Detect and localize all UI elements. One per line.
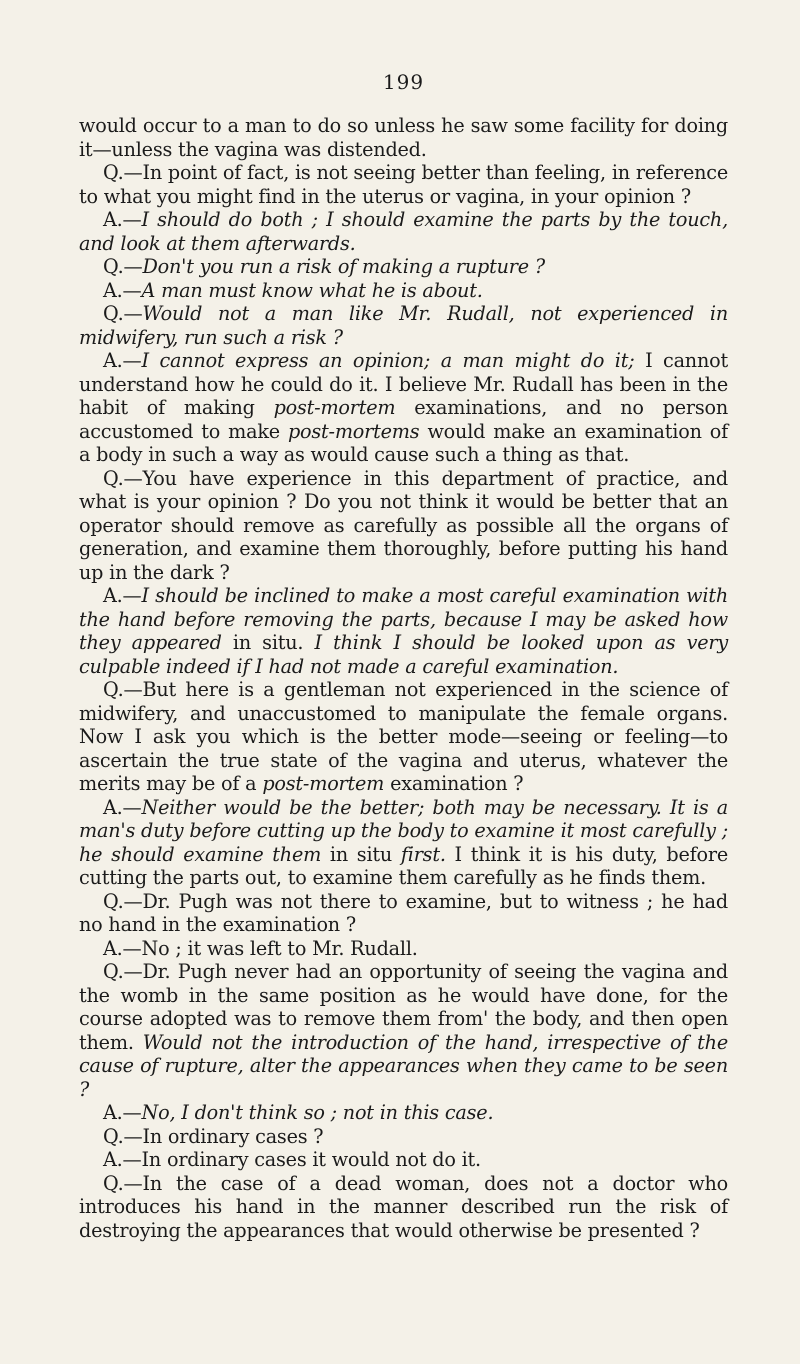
- paragraph: [79, 114, 728, 161]
- text-run: Q.—: [103, 255, 143, 278]
- italic-text-run: post-mortems: [287, 419, 420, 443]
- paragraph: [79, 1101, 728, 1125]
- paragraph: [79, 302, 728, 349]
- paragraph: [79, 279, 728, 303]
- text-run: Q.—Dr. Pugh was not there to examine, but to witness ; he had no hand in the examination ?: [79, 889, 728, 936]
- italic-text-run: No, I don't think so ; not in this case.: [141, 1101, 494, 1124]
- text-run: Q.—In the case of a dead woman, does not a doctor who introduces his hand in the manner described run the risk of destroying the appearances that would otherwise be presented ?: [79, 1171, 728, 1242]
- paragraph: [79, 960, 728, 1101]
- italic-text-run: post-mortem: [262, 772, 385, 795]
- italic-text-run: Would not a man like Mr. Rudall, not experienced in midwifery, run such a risk ?: [79, 302, 728, 349]
- italic-text-run: I should be inclined to make a most careful examination with the hand before removing the parts, because I may be asked how they appeared: [79, 584, 728, 654]
- text-run: in situ: [321, 842, 401, 866]
- text-run: A.—: [103, 584, 142, 607]
- text-run: Q.—In ordinary cases ?: [103, 1124, 324, 1148]
- paragraph: [79, 349, 728, 467]
- paragraph: [79, 161, 728, 208]
- text-run: Q.—But here is a gentleman not experienced in the science of midwifery, and unaccustomed to manipulate the female organs. Now I ask you which is the better mode—seeing or feeling—to ascertain the true state of the vagina and uterus, whatever the merits may be of a: [79, 678, 728, 795]
- italic-text-run: post-mortem: [273, 396, 396, 419]
- text-run: would occur to a man to do so unless he saw some facility for doing it—unless the vagina was distended.: [79, 114, 728, 161]
- text-run: Q.—In point of fact, is not seeing better than feeling, in reference to what you might find in the uterus or vagina, in your opinion ?: [79, 161, 728, 208]
- text-run: A.—: [103, 278, 142, 302]
- text-run: Q.—You have experience in this department of practice, and what is your opinion ? Do you not think it would be better that an operator should remove as carefully as possible all the organs of generation, and examine them thoroughly, before putting his hand up in the dark ?: [79, 466, 728, 584]
- text-run: A.—: [103, 349, 142, 372]
- text-run: I cannot understand how he could do it. I believe Mr. Rudall has been in the habit of making: [79, 349, 728, 419]
- text-run: A.—: [103, 795, 142, 819]
- testimony-text: [79, 114, 728, 1242]
- paragraph: [79, 937, 728, 961]
- text-run: in situ.: [221, 631, 315, 654]
- paragraph: [79, 584, 728, 678]
- paragraph: [79, 1148, 728, 1172]
- italic-text-run: first.: [400, 842, 446, 866]
- text-run: A.—: [103, 1101, 142, 1124]
- italic-text-run: I cannot express an opinion; a man might do it;: [141, 349, 635, 372]
- paragraph: [79, 796, 728, 890]
- text-run: Q.—Dr. Pugh never had an opportunity of seeing the vagina and the womb in the same position as he would have done, for the course adopted was to remove them from' the body, and then open them.: [79, 960, 728, 1054]
- italic-text-run: I should do both ; I should examine the parts by the touch, and look at them afterwards.: [79, 208, 728, 255]
- paragraph: [79, 208, 728, 255]
- paragraph: [79, 1172, 728, 1243]
- text-run: A.—: [103, 208, 142, 231]
- italic-text-run: Would not the introduction of the hand, irrespective of the cause of rupture, alter the appearances when they came to be seen ?: [79, 1030, 728, 1101]
- paragraph: [79, 255, 728, 279]
- text-run: A.—In ordinary cases it would not do it.: [103, 1148, 481, 1171]
- text-run: examinations, and no person accustomed to make: [79, 396, 728, 443]
- italic-text-run: Don't you run a risk of making a rupture ?: [142, 255, 545, 278]
- italic-text-run: Neither would be the better; both may be necessary. It is a man's duty before cutting up the body to examine it most carefully ; he should examine them: [79, 795, 728, 866]
- page-number: 199: [382, 70, 425, 94]
- text-run: Q.—: [103, 302, 143, 325]
- paragraph: [79, 678, 728, 796]
- paragraph: [79, 1125, 728, 1149]
- italic-text-run: A man must know what he is about.: [141, 278, 483, 302]
- text-run: A.—No ; it was left to Mr. Rudall.: [103, 936, 418, 960]
- text-run: would make an examination of a body in such a way as would cause such a thing as that.: [79, 419, 729, 466]
- text-run: examination ?: [384, 772, 524, 795]
- paragraph: [79, 890, 728, 937]
- paragraph: [79, 467, 728, 585]
- text-run: I think it is his duty, before cutting the parts out, to examine them carefully as he finds them.: [79, 842, 729, 889]
- italic-text-run: I think I should be looked upon as very culpable indeed if I had not made a careful examination.: [79, 631, 729, 678]
